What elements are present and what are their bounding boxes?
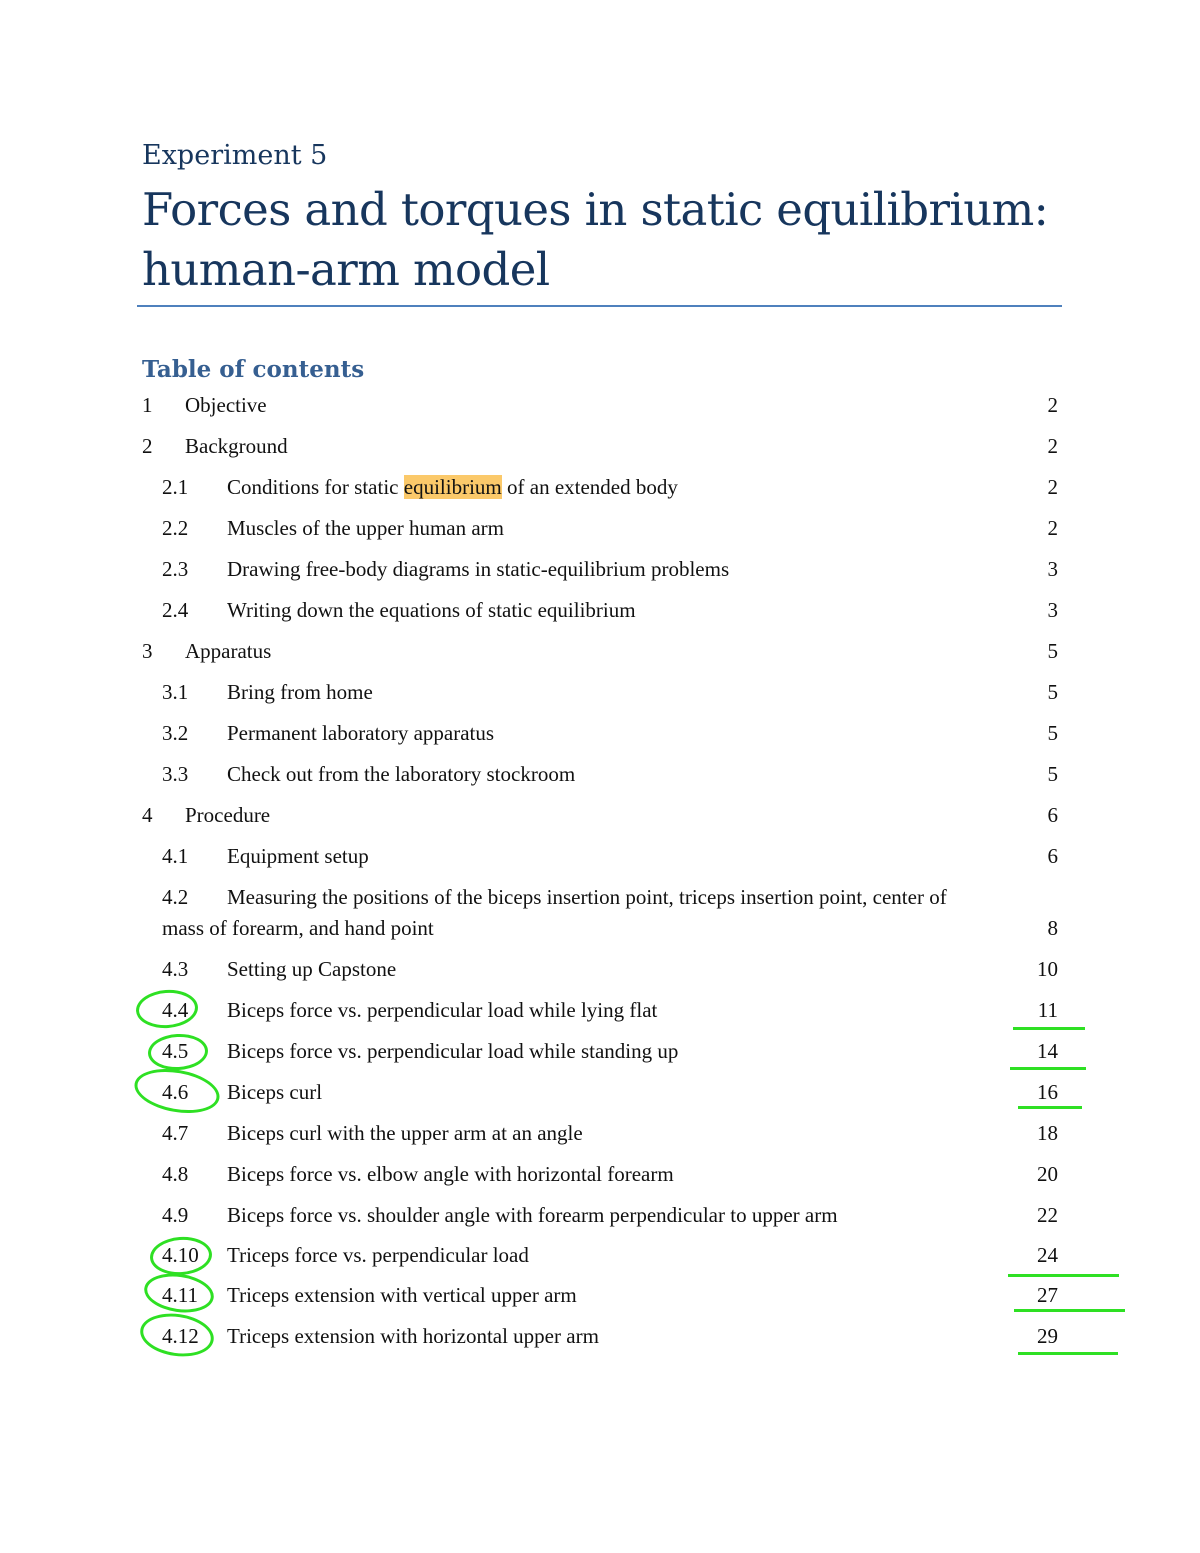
toc-page: 5 [1047,721,1058,745]
toc-title: Equipment setup [227,844,369,868]
toc-title: Drawing free-body diagrams in static-equilibrium problems [227,557,730,581]
toc-number: 4.3 [162,957,189,981]
toc-title-part: Conditions for static [227,475,404,499]
toc-page: 6 [1047,844,1058,868]
toc-title: Triceps force vs. perpendicular load [227,1243,529,1267]
toc-entry-2-4[interactable] [0,595,1200,636]
toc-entry-3[interactable] [0,636,1200,677]
toc-title: Biceps force vs. perpendicular load while standing up [227,1039,679,1063]
toc-number: 3.1 [162,680,189,704]
toc-title: Biceps curl [227,1080,323,1104]
toc-page: 6 [1047,803,1058,827]
toc-title [227,472,678,503]
toc-page: 16 [1037,1080,1058,1104]
toc-number: 4.4 [162,998,189,1022]
toc-title: Biceps force vs. perpendicular load while lying flat [227,998,658,1022]
toc-number: 2.1 [162,475,189,499]
toc-entry-3-1[interactable] [0,677,1200,718]
toc-number: 3.3 [162,762,189,786]
toc-page: 3 [1047,598,1058,622]
toc-page: 5 [1047,680,1058,704]
toc-number: 4.9 [162,1203,189,1227]
toc-entry-4-7[interactable] [0,1118,1200,1159]
toc-page: 14 [1037,1039,1058,1063]
toc-entry-2-3[interactable] [0,554,1200,595]
toc-entry-4[interactable] [0,800,1200,841]
toc-title: Objective [185,393,267,417]
toc-entry-4-12[interactable] [0,1321,1200,1362]
toc-title: Bring from home [227,680,373,704]
toc-page: 2 [1047,516,1058,540]
toc-page: 24 [1037,1243,1058,1267]
toc-number: 4.6 [162,1080,189,1104]
toc-page: 18 [1037,1121,1058,1145]
toc-entry-4-2[interactable] [0,882,1200,954]
toc-number: 3.2 [162,721,189,745]
toc-page: 10 [1037,957,1058,981]
toc-number: 4.1 [162,844,189,868]
toc-page: 8 [1047,916,1058,940]
toc-entry-4-11[interactable] [0,1280,1200,1321]
toc-title: Check out from the laboratory stockroom [227,762,576,786]
toc-page: 5 [1047,762,1058,786]
toc-title: Permanent laboratory apparatus [227,721,495,745]
toc-number: 4.7 [162,1121,189,1145]
toc-number: 4.11 [162,1283,198,1307]
toc-page: 27 [1037,1283,1058,1307]
toc-number: 1 [142,393,153,417]
toc-title: Writing down the equations of static equilibrium [227,598,636,622]
toc-title: Biceps force vs. elbow angle with horizontal forearm [227,1162,674,1186]
toc-title: Measuring the positions of the biceps insertion point, triceps insertion point, center of [227,885,947,909]
toc-title-continued: mass of forearm, and hand point [162,916,434,940]
toc-page: 3 [1047,557,1058,581]
toc-entry-2-1[interactable] [0,472,1200,513]
toc-page: 22 [1037,1203,1058,1227]
toc-page: 2 [1047,475,1058,499]
toc-page: 5 [1047,639,1058,663]
toc-entry-4-4[interactable] [0,995,1200,1036]
toc-number: 2.4 [162,598,189,622]
toc-title: Background [185,434,288,458]
toc-entry-4-5[interactable] [0,1036,1200,1077]
toc-number: 2 [142,434,153,458]
toc-number: 4.12 [162,1324,199,1348]
toc-entry-3-2[interactable] [0,718,1200,759]
toc-number: 4.10 [162,1243,199,1267]
toc-entry-4-3[interactable] [0,954,1200,995]
experiment-label: Experiment 5 [142,140,328,171]
toc-heading: Table of contents [142,356,365,383]
toc-entry-1[interactable] [0,390,1200,431]
toc-page: 11 [1037,998,1058,1022]
toc-page: 20 [1037,1162,1058,1186]
highlighted-word: equilibrium [403,475,502,499]
toc-title: Triceps extension with vertical upper arm [227,1283,577,1307]
toc-entry-4-9[interactable] [0,1200,1200,1241]
toc-number: 4.2 [162,885,189,909]
toc-entry-3-3[interactable] [0,759,1200,800]
title-divider [137,305,1062,307]
toc-title: Muscles of the upper human arm [227,516,505,540]
toc-entry-4-6[interactable] [0,1077,1200,1118]
toc-title: Procedure [185,803,271,827]
toc-title: Triceps extension with horizontal upper arm [227,1324,599,1348]
document-title: Forces and torques in static equilibrium: human-arm model [142,183,1049,296]
toc-title: Apparatus [185,639,272,663]
toc-entry-2-2[interactable] [0,513,1200,554]
toc-entry-2[interactable] [0,431,1200,472]
toc-entry-4-1[interactable] [0,841,1200,882]
toc-number: 4.8 [162,1162,189,1186]
toc-number: 2.2 [162,516,189,540]
toc-entry-4-10[interactable] [0,1240,1200,1281]
toc-page: 29 [1037,1324,1058,1348]
toc-number: 2.3 [162,557,189,581]
toc-page: 2 [1047,434,1058,458]
toc-page: 2 [1047,393,1058,417]
toc-number: 3 [142,639,153,663]
toc-entry-4-8[interactable] [0,1159,1200,1200]
toc-title: Setting up Capstone [227,957,397,981]
toc-title: Biceps force vs. shoulder angle with forearm perpendicular to upper arm [227,1203,838,1227]
toc-number: 4 [142,803,153,827]
toc-title: Biceps curl with the upper arm at an angle [227,1121,583,1145]
toc-title-part: of an extended body [501,475,678,499]
toc-number: 4.5 [162,1039,189,1063]
